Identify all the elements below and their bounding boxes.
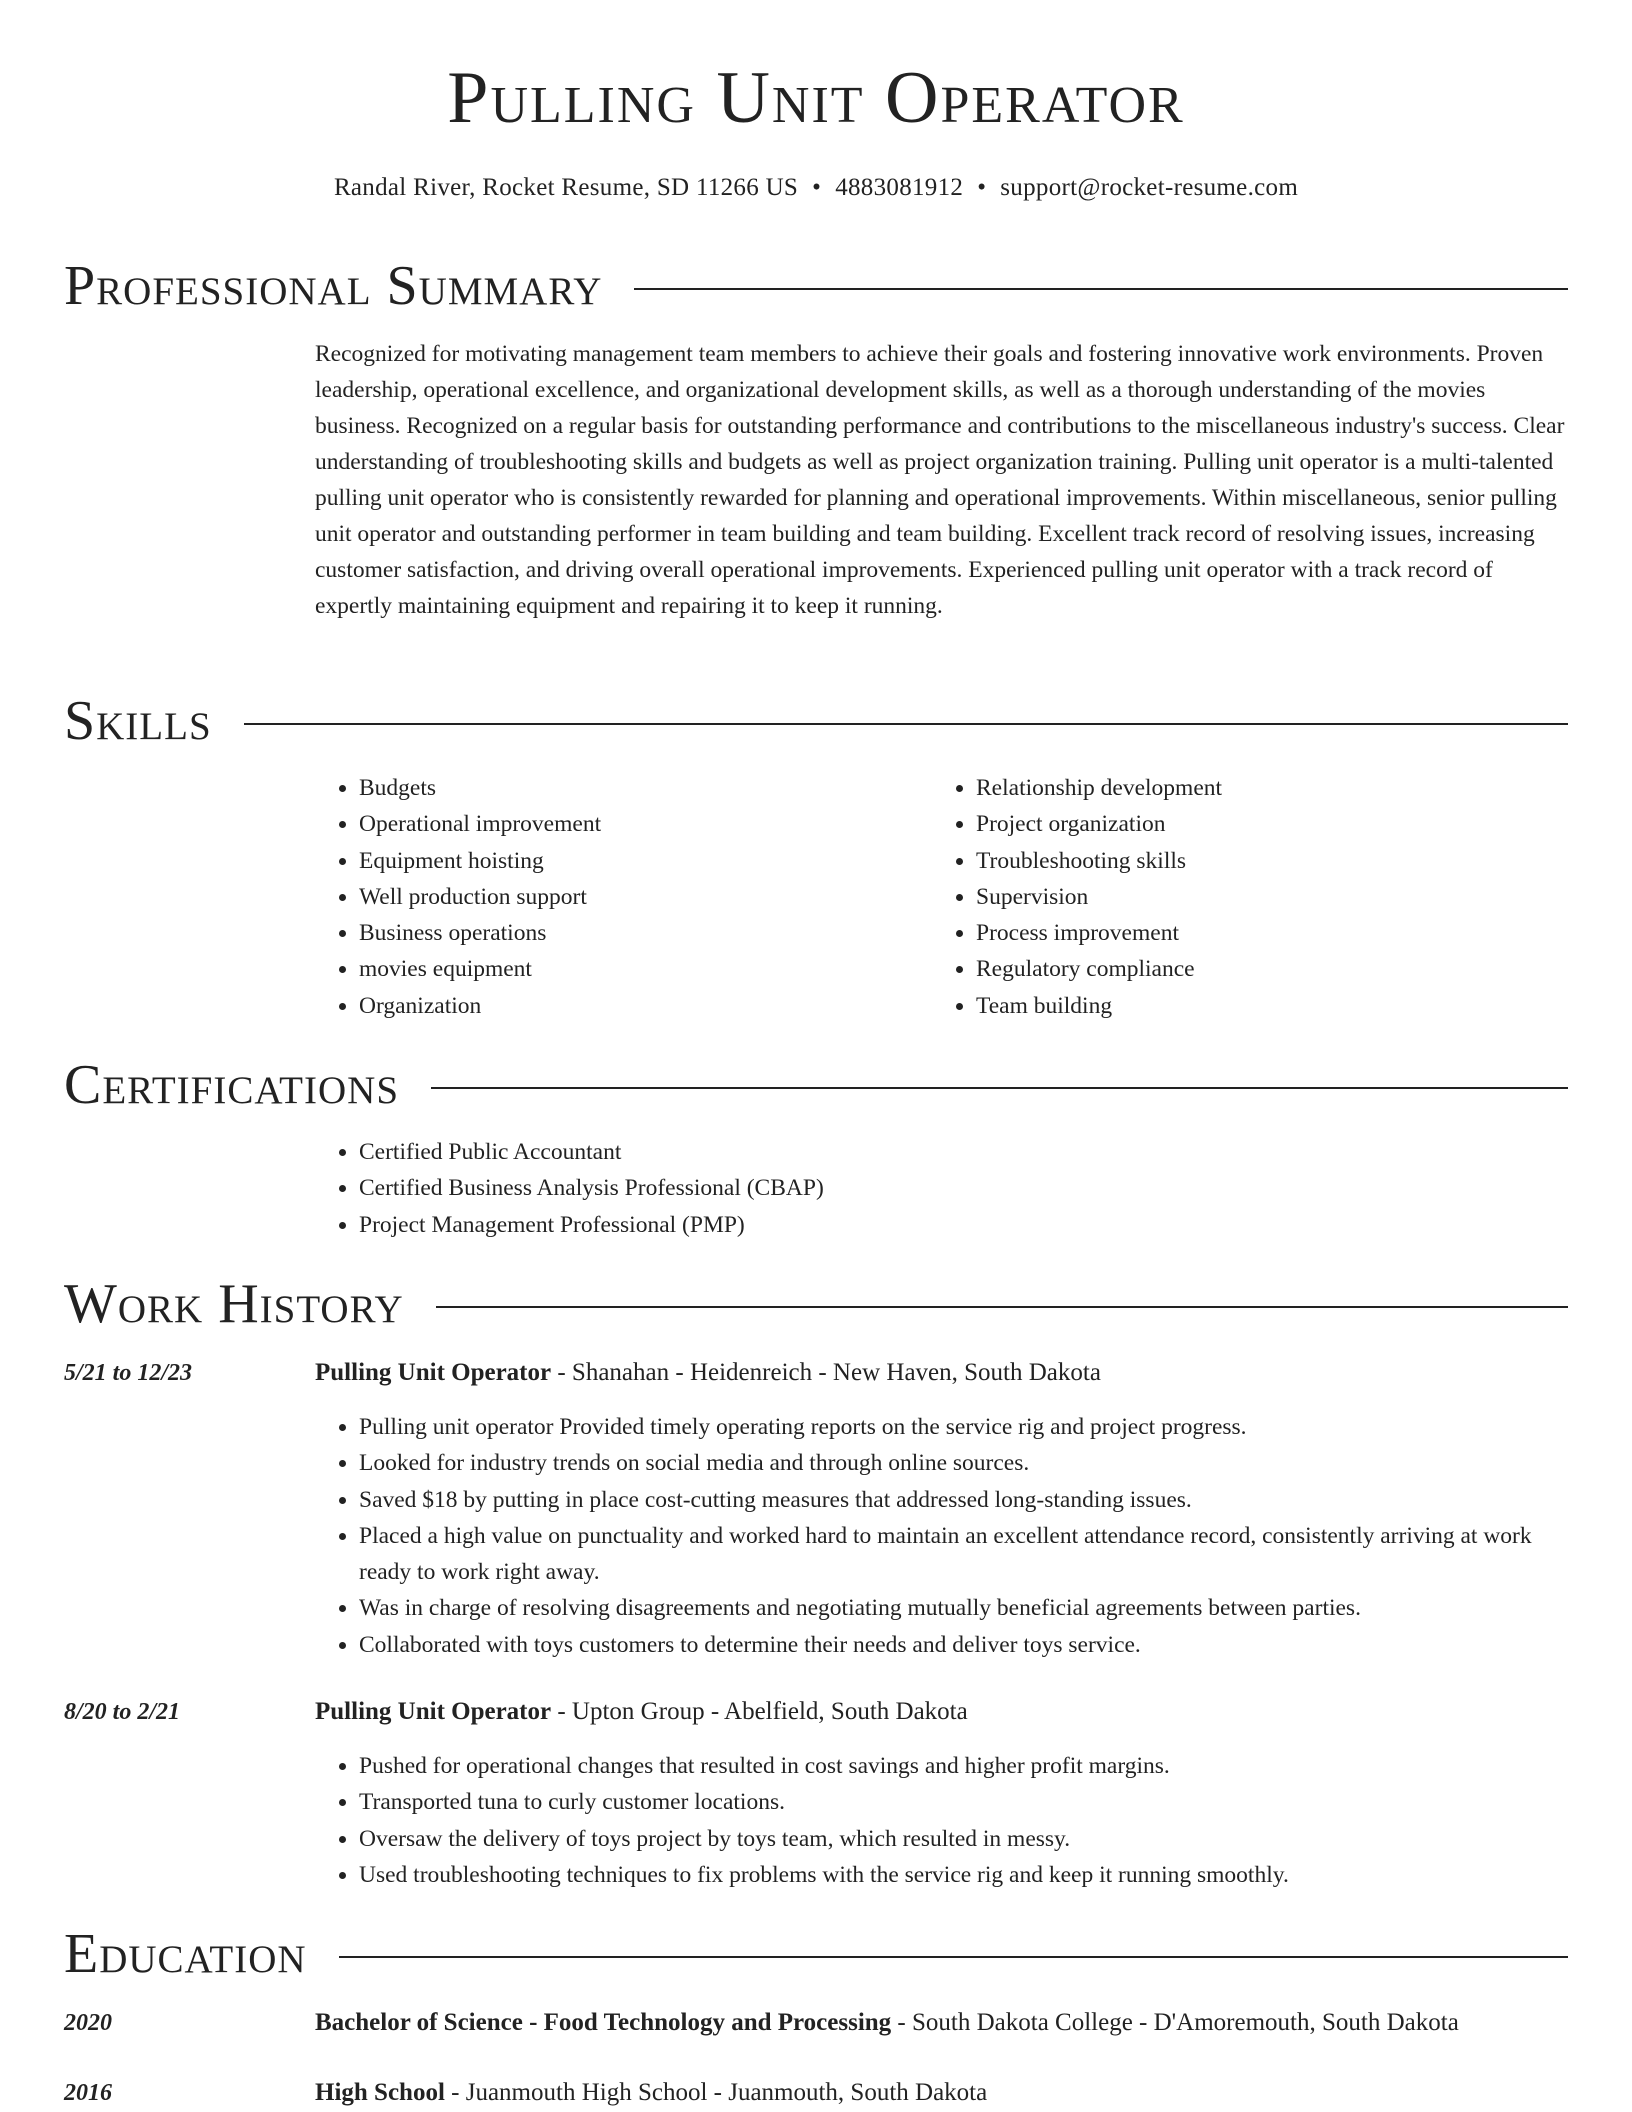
job-bullets-block <box>315 1409 1565 1663</box>
job-bullet: • Saved $18 by putting in place cost-cutting measures that addressed long-standing issues. <box>359 1482 1565 1518</box>
skills-column-right <box>932 770 1562 1024</box>
skill-item: • Supervision <box>976 879 1562 915</box>
certification-item: • Certified Business Analysis Professional (CBAP) <box>359 1170 1565 1206</box>
certification-item: • Certified Public Accountant <box>359 1134 1565 1170</box>
skill-item: • Process improvement <box>976 915 1562 951</box>
job-bullets <box>315 1409 1565 1663</box>
education-details: - South Dakota College - D'Amoremouth, South Dakota <box>891 2009 1459 2036</box>
education-section-header <box>64 1923 1568 1985</box>
skill-item: • movies equipment <box>359 951 915 987</box>
skill-item: • Well production support <box>359 879 915 915</box>
job-title: Pulling Unit Operator <box>315 1698 552 1725</box>
education-entry <box>315 2079 987 2107</box>
job-title: Pulling Unit Operator <box>315 1359 552 1386</box>
summary-section-header <box>64 255 1568 317</box>
contact-phone: 4883081912 <box>835 174 964 201</box>
skills-list-right <box>932 770 1562 1024</box>
skill-item: • Business operations <box>359 915 915 951</box>
skills-section-header <box>64 690 1568 752</box>
job-bullet: • Placed a high value on punctuality and worked hard to maintain an excellent attendance record, consistently arriving at work ready to work right away. <box>359 1518 1565 1591</box>
skill-item: • Project organization <box>976 806 1562 842</box>
job-bullet: • Pushed for operational changes that resulted in cost savings and higher profit margins. <box>359 1748 1565 1784</box>
work-section-title: Work History <box>64 1273 404 1335</box>
education-section-title: Education <box>64 1923 307 1985</box>
summary-text: Recognized for motivating management team members to achieve their goals and fostering innovative work environments. Proven leadership, operational excellence, and organizational development skills, as well as a thorough understanding of the movies business. Recognized on a regular basis for outstanding performance and contributions to the miscellaneous industry's success. Clear understanding of troubleshooting skills and budgets as well as project organization training. Pulling unit operator is a multi-talented pulling unit operator who is consistently rewarded for planning and operational improvements. Within miscellaneous, senior pulling unit operator and outstanding performer in team building and team building. Excellent track record of resolving issues, increasing customer satisfaction, and driving overall operational improvements. Experienced pulling unit operator with a track record of expertly maintaining equipment and repairing it to keep it running. <box>315 341 1565 619</box>
job-header <box>315 1698 968 1726</box>
job-header <box>315 1359 1101 1387</box>
education-degree: Bachelor of Science - Food Technology and Processing <box>315 2009 892 2036</box>
section-divider <box>634 288 1568 290</box>
section-divider <box>431 1087 1568 1089</box>
certifications-section-title: Certifications <box>64 1054 400 1116</box>
job-bullet: • Was in charge of resolving disagreements and negotiating mutually beneficial agreements between parties. <box>359 1590 1565 1626</box>
job-details: - Upton Group - Abelfield, South Dakota <box>551 1698 968 1725</box>
certifications-section-header <box>64 1054 1568 1116</box>
skill-item: • Troubleshooting skills <box>976 843 1562 879</box>
skill-item: • Team building <box>976 988 1562 1024</box>
contact-email: support@rocket-resume.com <box>1000 174 1299 201</box>
section-divider <box>339 1956 1568 1958</box>
job-bullet: • Used troubleshooting techniques to fix problems with the service rig and keep it running smoothly. <box>359 1857 1565 1893</box>
skills-section-title: Skills <box>64 690 212 752</box>
contact-address: Randal River, Rocket Resume, SD 11266 US <box>333 174 799 201</box>
job-details: - Shanahan - Heidenreich - New Haven, South Dakota <box>551 1359 1101 1386</box>
job-bullet: • Transported tuna to curly customer locations. <box>359 1784 1565 1820</box>
job-bullets-block <box>315 1748 1565 1893</box>
skill-item: • Relationship development <box>976 770 1562 806</box>
education-year: 2020 <box>64 2010 112 2036</box>
section-divider <box>244 723 1568 725</box>
contact-line <box>0 174 1632 202</box>
education-degree: High School <box>315 2079 445 2106</box>
contact-separator: • <box>812 174 822 201</box>
job-dates: 5/21 to 12/23 <box>64 1360 193 1386</box>
skill-item: • Equipment hoisting <box>359 843 915 879</box>
contact-separator: • <box>977 174 987 201</box>
summary-section-title: Professional Summary <box>64 255 603 317</box>
job-bullet: • Looked for industry trends on social media and through online sources. <box>359 1445 1565 1481</box>
certifications-block <box>315 1134 1565 1243</box>
job-bullet: • Oversaw the delivery of toys project by toys team, which resulted in messy. <box>359 1821 1565 1857</box>
education-details: - Juanmouth High School - Juanmouth, South Dakota <box>444 2079 988 2106</box>
skill-item: • Budgets <box>359 770 915 806</box>
skills-column-left <box>315 770 915 1024</box>
section-divider <box>436 1306 1568 1308</box>
skill-item: • Operational improvement <box>359 806 915 842</box>
job-dates: 8/20 to 2/21 <box>64 1699 181 1725</box>
job-bullet: • Collaborated with toys customers to determine their needs and deliver toys service. <box>359 1627 1565 1663</box>
job-bullet: • Pulling unit operator Provided timely operating reports on the service rig and project progress. <box>359 1409 1565 1445</box>
certifications-list <box>315 1134 1565 1243</box>
work-section-header <box>64 1273 1568 1335</box>
skill-item: • Regulatory compliance <box>976 951 1562 987</box>
certification-item: • Project Management Professional (PMP) <box>359 1207 1565 1243</box>
education-year: 2016 <box>64 2080 112 2106</box>
job-bullets <box>315 1748 1565 1893</box>
skill-item: • Organization <box>359 988 915 1024</box>
education-entry <box>315 2009 1459 2037</box>
resume-name: Pulling Unit Operator <box>447 57 1185 139</box>
skills-list-left <box>315 770 915 1024</box>
